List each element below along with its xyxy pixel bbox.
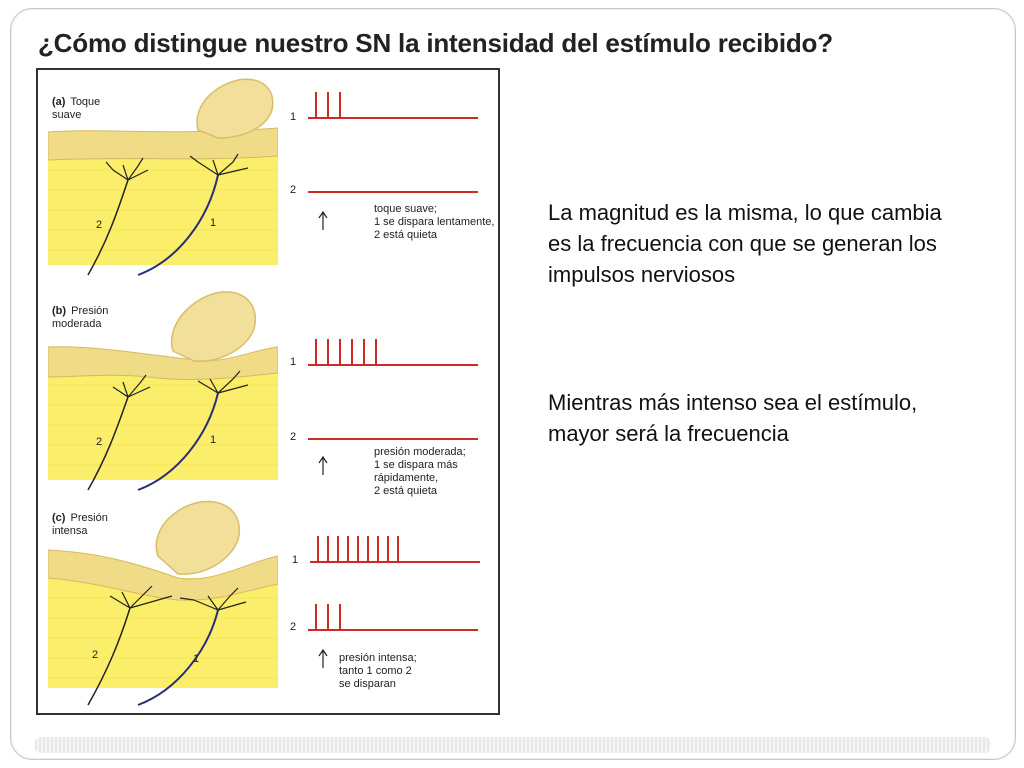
arrow-icon <box>319 650 327 668</box>
trace-2-label: 2 <box>290 431 297 443</box>
trace-1-label: 1 <box>290 356 297 368</box>
slide-title: ¿Cómo distingue nuestro SN la intensidad del estímulo recibido? <box>38 28 833 58</box>
finger-icon <box>156 501 239 574</box>
caption-line: se disparan <box>339 678 396 690</box>
panel-c-title: Presión intensa <box>52 512 108 537</box>
caption-line: 2 está quieta <box>374 229 437 241</box>
trace-1-label: 1 <box>292 554 299 566</box>
trace-1 <box>310 536 480 562</box>
caption-line: 1 se dispara más <box>374 459 458 471</box>
neuron-2-label: 2 <box>96 436 103 448</box>
caption-line: 1 se dispara lentamente, <box>374 216 495 228</box>
trace-1-label: 1 <box>290 111 297 123</box>
arrow-icon <box>319 212 327 230</box>
panel-c-letter: (c) <box>52 512 66 524</box>
trace-1 <box>308 339 478 365</box>
panel-a-title: Toque suave <box>52 96 101 121</box>
neuron-2-label: 2 <box>92 649 99 661</box>
caption-line: rápidamente, <box>374 472 439 484</box>
panel-b <box>38 285 498 500</box>
caption-line: toque suave; <box>374 203 437 215</box>
stimulus-figure <box>36 68 500 715</box>
trace-2-label: 2 <box>290 621 297 633</box>
panel-c-caption <box>339 652 500 691</box>
finger-icon <box>172 292 256 361</box>
panel-a <box>38 70 498 285</box>
neuron-1-label: 1 <box>210 434 217 446</box>
panel-a-tissue-illustration <box>48 70 278 285</box>
panel-a-caption <box>374 203 500 242</box>
slide-bottom-band <box>35 737 991 753</box>
panel-c-tissue-illustration <box>48 500 278 713</box>
panel-a-letter: (a) <box>52 96 66 108</box>
neuron-1-label: 1 <box>193 653 200 665</box>
caption-line: tanto 1 como 2 <box>339 665 412 677</box>
caption-line: 2 está quieta <box>374 485 437 497</box>
explanation-paragraph-1: La magnitud es la misma, lo que cambia es la frecuencia con que se generan los impulsos nerviosos <box>548 200 942 287</box>
explanation-paragraph-2: Mientras más intenso sea el estímulo, mayor será la frecuencia <box>548 390 918 446</box>
caption-line: presión moderada; <box>374 446 466 458</box>
trace-1 <box>308 92 478 118</box>
caption-line: presión intensa; <box>339 652 417 664</box>
tissue-layer <box>48 150 278 265</box>
panel-b-tissue-illustration <box>48 285 278 500</box>
trace-2-label: 2 <box>290 184 297 196</box>
neuron-2-label: 2 <box>96 219 103 231</box>
skin-layer <box>48 347 278 380</box>
trace-2 <box>308 604 478 630</box>
neuron-1-label: 1 <box>210 217 217 229</box>
panel-b-letter: (b) <box>52 305 67 317</box>
panel-b-caption <box>374 446 500 498</box>
arrow-icon <box>319 457 327 475</box>
panel-b-title: Presión moderada <box>52 305 109 330</box>
panel-c <box>38 500 498 713</box>
tissue-layer <box>48 365 278 480</box>
